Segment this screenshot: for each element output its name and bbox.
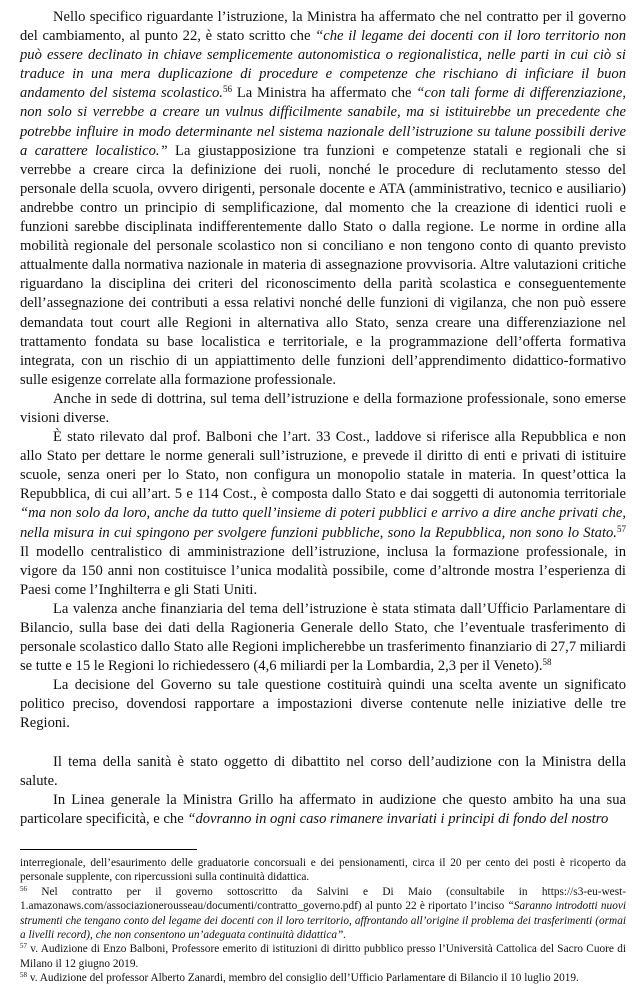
paragraph-ministra-grillo [20, 791, 626, 829]
footnote-57 [20, 942, 626, 971]
footnote-text: Nel contratto per il governo sottoscritto da Salvini e Di Maio (consultabile in https://s3-eu-west-1.amazonaws.com/associazionerousseau/documenti/contratto_governo.pdf) al punto 22 è riportato l’inciso [20, 885, 626, 913]
footnote-ref-58[interactable]: 58 [542, 657, 552, 668]
text-run: Nello specifico riguardante l’istruzione, la Ministra ha affermato che nel contratto per il governo del cambiamento, al punto 22, è stato scritto che [20, 9, 626, 45]
text-run: Il modello centralistico di amministrazione dell’istruzione, inclusa la formazione professionale, in vigore da 150 anni non costituisce l’unica modalità possibile, come d’altronde mostra l’esperienza di Paesi come l’Inghilterra e gli Stati Uniti. [20, 543, 626, 598]
paragraph-spacer [20, 734, 626, 753]
text-run: La giustapposizione tra funzioni e competenze statali e regionali che si verrebbe a creare circa la definizione dei ruoli, nonché le procedure di reclutamento stesso del personale della scuola, ovvero dirigenti, personale docente e ATA (amministrativo, tecnico e ausiliario) andrebbe contro un principio di semplificazione, dal momento che la creazione di identici ruoli e funzioni sarebbe disciplinata indifferentemente dallo Stato o dalla regione. Le norme in ordine alla mobilità regionale del personale scolastico non si conciliano e non tengono conto di quanto previsto attualmente dalla normativa nazionale in materia di assegnazione provvisoria. Altre valutazioni critiche riguardano la disciplina dei criteri del riconoscimento della parità scolastica e conseguentemente dell’assegnazione dei contributi a essa relativi nonché delle funzioni di vigilanza, che non può essere demandata tout court alle Regioni in alternativa allo Stato, senza creare una differenziazione nel trattamento fondata su base localistica e territoriale, e la programmazione dell’offerta formativa integrata, con un rischio di un appiattimento delle funzioni dell’apprendimento didattico-formativo sulle esigenze correlate alla formazione professionale. [20, 142, 627, 388]
footnote-ref-56[interactable]: 56 [222, 84, 233, 95]
quote-ministra: “con tali forme di differenziazione, non solo si verrebbe a creare un vulnus difficilmente sanabile, ma si istituirebbe un precedente che potrebbe influire in modo determinante nel sistema nazionale dell’istruzione su talune possibili derive a carattere localistico.” [20, 85, 626, 159]
quote-balboni: “ma non solo da loro, anche da tutto quell’insieme di poteri pubblici e arrivo a dire anche privati che, nella misura in cui spingono per svolgere funzioni pubbliche, sono la Repubblica, non sono lo Stato. [20, 505, 626, 541]
paragraph-balboni [20, 428, 626, 600]
footnote-number: 58 [20, 971, 27, 980]
footnote-number: 57 [20, 942, 27, 951]
footnote-58 [20, 971, 626, 985]
footnote-text: v. Audizione del professor Alberto Zanardi, membro del consiglio dell’Ufficio Parlamentare di Bilancio il 10 luglio 2019. [27, 972, 579, 985]
footnote-separator [20, 849, 197, 850]
footnote-quote: “Saranno introdotti nuovi strumenti che tengano conto del legame dei docenti con il loro territorio, affrontando all’origine il problema dei trasferimenti (ormai a livelli record), che non consentono un’adeguata continuità didattica”. [20, 900, 626, 941]
quote-grillo: “dovranno in ogni caso rimanere invariati i principi di fondo del nostro [187, 810, 609, 827]
quote-contratto: “che il legame dei docenti con il loro territorio non può essere declinato in chiave semplicemente autonomistica o regionalistica, nelle parti in cui ciò si traduce in una mera duplicazione di procedure e competenze che rischiano di inficiare il buon andamento del sistema scolastico. [20, 28, 626, 102]
paragraph-sanita: Il tema della sanità è stato oggetto di dibattito nel corso dell’audizione con la Ministra della salute. [20, 753, 626, 789]
footnote-ref-57[interactable]: 57 [616, 523, 626, 534]
paragraph-dottrina: Anche in sede di dottrina, sul tema dell’istruzione e della formazione professionale, sono emerse visioni diverse. [20, 390, 626, 426]
footnote-56 [20, 885, 626, 943]
text-run: In Linea generale la Ministra Grillo ha affermato in audizione che questo ambito ha una sua particolare specificità, e che [20, 791, 626, 827]
paragraph-decisione-governo: La decisione del Governo su tale questione costituirà quindi una scelta avente un significato politico preciso, dovendosi rapportare a impostazioni diverse contenute nelle iniziative delle tre Regioni. [20, 677, 626, 732]
text-run: È stato rilevato dal prof. Balboni che l’art. 33 Cost., laddove si riferisce alla Repubblica e non allo Stato per dettare le norme generali sull’istruzione, e prevede il diritto di enti e privati di istituire scuole, senza oneri per lo Stato, non configura un monopolio statale in materia. In quest’ottica la Repubblica, di cui all’art. 5 e 114 Cost., è composta dallo Stato e dai soggetti di autonomia territoriale [20, 429, 626, 503]
text-run: La Ministra ha affermato che [232, 85, 417, 102]
text-run: La valenza anche finanziaria del tema dell’istruzione è stata stimata dall’Ufficio Parlamentare di Bilancio, sulla base dei dati della Ragioneria Generale dello Stato, che l’eventuale trasferimento di personale scolastico dallo Stato alle Regioni implicherebbe un trasferimento finanziario di 27,7 miliardi se tutte e 15 le Regioni lo richiedessero (4,6 miliardi per la Lombardia, 2,3 per il Veneto). [20, 600, 626, 675]
footnote-number: 56 [20, 884, 27, 893]
paragraph-istruzione-ministra [20, 8, 626, 390]
footnote-text: v. Audizione di Enzo Balboni, Professore emerito di istituzioni di diritto pubblico presso l’Università Cattolica del Sacro Cuore di Milano il 12 giugno 2019. [20, 943, 626, 970]
paragraph-valenza-finanziaria [20, 600, 626, 676]
footnote-continuation: interregionale, dell’esaurimento delle graduatorie concorsuali e dei pensionamenti, circa il 20 per cento dei posti è ricoperto da personale supplente, con ripercussioni sulla continuità didattica. [20, 856, 626, 884]
